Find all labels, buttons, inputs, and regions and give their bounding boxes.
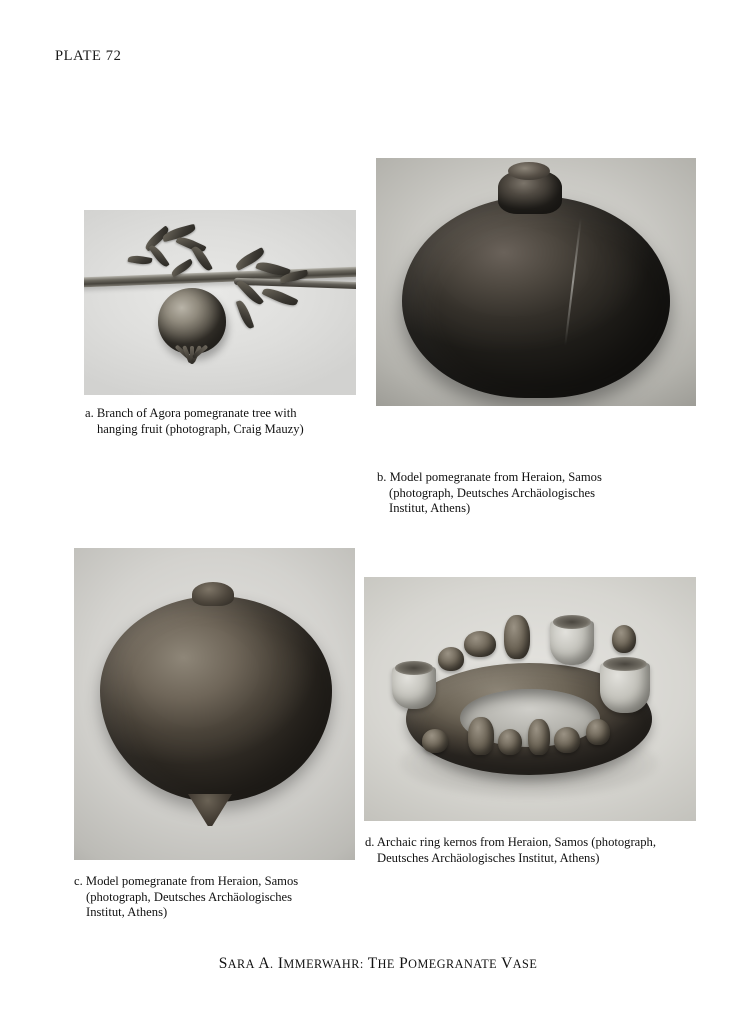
figure-b-caption-line3: Institut, Athens): [389, 501, 471, 516]
figure-b-caption-line1: b. Model pomegranate from Heraion, Samos: [377, 470, 602, 484]
kernos-miniature-pomegranate: [586, 719, 610, 745]
kernos-figurine: [468, 717, 494, 755]
figure-a-caption-line2: hanging fruit (photograph, Craig Mauzy): [97, 421, 304, 436]
figure-d-caption-line2: Deutsches Archäologisches Institut, Athens): [377, 850, 600, 865]
figure-d-caption-line1: d. Archaic ring kernos from Heraion, Samos (photograph,: [365, 835, 656, 849]
kernos-miniature-pomegranate: [612, 625, 636, 653]
model-pomegranate-body: [402, 196, 670, 398]
figure-a-photo: [84, 210, 356, 395]
figure-b-photo: [376, 158, 696, 406]
pomegranate-fruit: [158, 288, 226, 354]
figure-a-caption: [85, 406, 357, 437]
figure-c-photo: [74, 548, 355, 860]
kernos-miniature-pomegranate: [464, 631, 496, 657]
kernos-figurine: [528, 719, 550, 755]
pomegranate-crown: [172, 346, 210, 368]
figure-d: [364, 577, 696, 865]
plate-number: PLATE 72: [55, 48, 122, 64]
kernos-miniature-pomegranate: [438, 647, 464, 671]
figure-c-caption-line3: Institut, Athens): [86, 905, 168, 920]
page-footer: [0, 955, 756, 973]
figure-b: [376, 158, 696, 516]
figure-c: [74, 548, 355, 920]
figure-c-caption-line1: c. Model pomegranate from Heraion, Samos: [74, 874, 299, 888]
kernos-cup: [392, 667, 436, 709]
figure-a: [84, 210, 356, 436]
footer-text: SARA A. IMMERWAHR: THE POMEGRANATE VASE: [218, 955, 538, 972]
figure-c-caption: [74, 874, 374, 921]
kernos-miniature-pomegranate: [504, 615, 530, 659]
kernos-miniature-pomegranate: [422, 729, 448, 753]
figure-c-caption-line2: (photograph, Deutsches Archäologisches: [86, 889, 292, 904]
kernos-figurine: [498, 729, 522, 755]
kernos-cup: [550, 621, 594, 665]
figure-d-caption: [365, 835, 705, 866]
pomegranate-neck: [192, 582, 234, 606]
figure-d-photo: [364, 577, 696, 821]
figure-b-caption: [377, 470, 697, 517]
figure-a-caption-line1: a. Branch of Agora pomegranate tree with: [85, 406, 297, 420]
pomegranate-neck: [498, 170, 562, 214]
kernos-cup: [600, 663, 650, 713]
figure-b-caption-line2: (photograph, Deutsches Archäologisches: [389, 485, 595, 500]
kernos-figurine: [554, 727, 580, 753]
